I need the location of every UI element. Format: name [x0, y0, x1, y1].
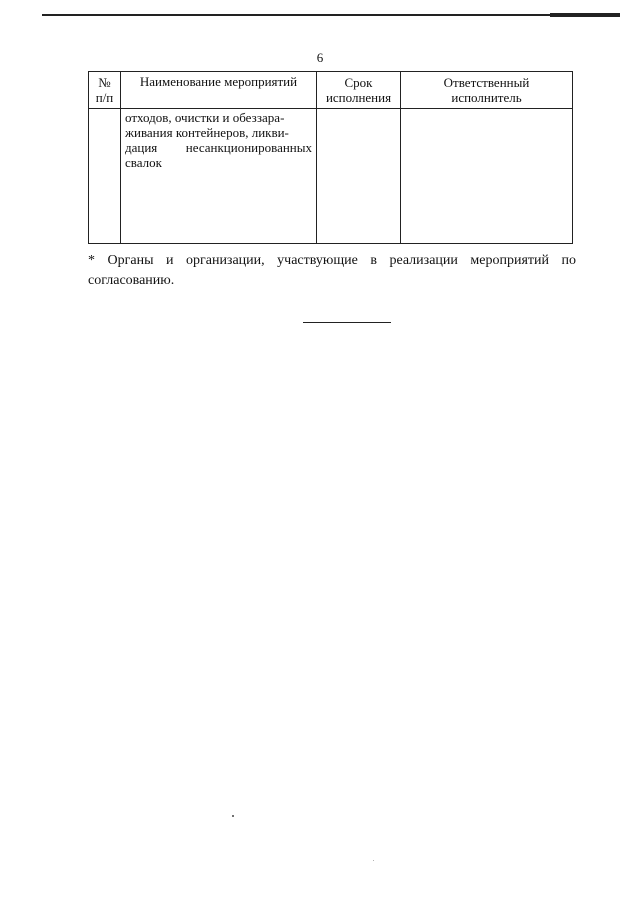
- header-responsible-line: Ответственный: [443, 75, 530, 90]
- cell-num: [89, 109, 121, 244]
- cell-name-line: живания контейнеров, ликви-: [125, 125, 289, 140]
- page-number: 6: [316, 50, 324, 65]
- header-num-line: №: [98, 75, 111, 90]
- end-separator-line: [303, 322, 391, 323]
- footnote: * Органы и организации, участвующие в реализации мероприятий по согласованию.: [88, 253, 576, 288]
- header-term: [317, 72, 401, 109]
- header-responsible: [401, 72, 573, 109]
- header-name-line: Наименование мероприятий: [139, 74, 298, 89]
- header-responsible-line: исполнитель: [451, 90, 522, 105]
- cell-name: [121, 109, 317, 244]
- table-row: [89, 109, 573, 244]
- cell-name-line: свалок: [125, 155, 162, 170]
- table-header-row: [89, 72, 573, 109]
- measures-table: [88, 71, 573, 244]
- scan-speck: [232, 815, 234, 817]
- header-num: [89, 72, 121, 109]
- header-term-line: Срок: [344, 75, 373, 90]
- scan-speck: [373, 860, 374, 861]
- cell-name-line: дация несанкционированных: [125, 140, 312, 155]
- cell-term: [317, 109, 401, 244]
- header-name: [121, 72, 317, 109]
- header-term-line: исполнения: [325, 90, 392, 105]
- cell-name-line: отходов, очистки и обеззара-: [125, 110, 285, 125]
- header-num-line: п/п: [95, 90, 114, 105]
- cell-responsible: [401, 109, 573, 244]
- top-border-rule: [42, 14, 620, 16]
